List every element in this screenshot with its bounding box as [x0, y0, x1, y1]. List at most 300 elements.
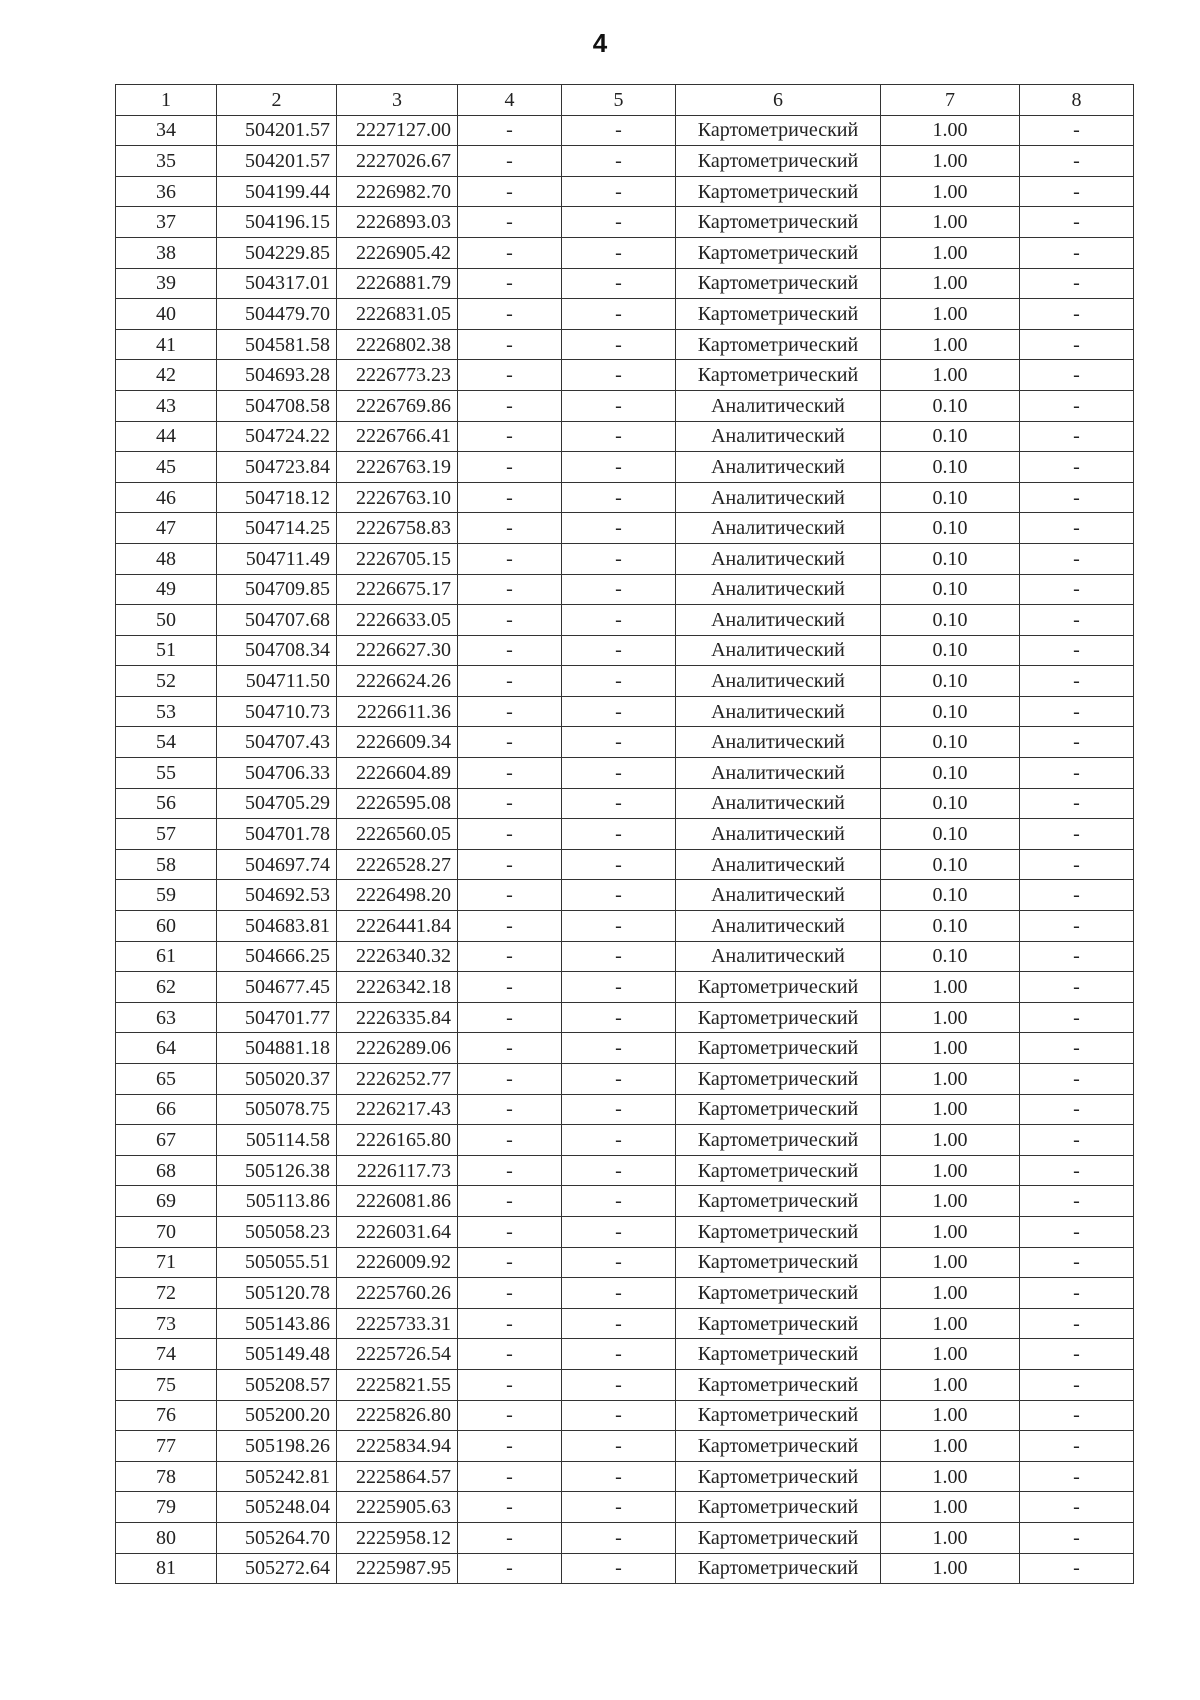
table-row	[116, 1461, 1134, 1492]
table-cell: 1.00	[881, 972, 1020, 1003]
table-cell: -	[1020, 1033, 1134, 1064]
table-cell: 504479.70	[217, 299, 337, 330]
table-cell: 56	[116, 788, 217, 819]
table-cell: -	[562, 1278, 676, 1309]
table-cell: -	[458, 1155, 562, 1186]
table-cell: 505126.38	[217, 1155, 337, 1186]
table-row	[116, 1247, 1134, 1278]
table-cell: -	[458, 1247, 562, 1278]
table-cell: -	[1020, 1431, 1134, 1462]
table-cell: Картометрический	[676, 1400, 881, 1431]
table-cell: 504709.85	[217, 574, 337, 605]
table-cell: Аналитический	[676, 390, 881, 421]
table-cell: 2226595.08	[337, 788, 458, 819]
table-cell: Картометрический	[676, 299, 881, 330]
table-cell: 504881.18	[217, 1033, 337, 1064]
table-cell: -	[458, 543, 562, 574]
table-cell: Картометрический	[676, 1308, 881, 1339]
table-cell: 47	[116, 513, 217, 544]
table-cell: 0.10	[881, 666, 1020, 697]
table-row	[116, 819, 1134, 850]
table-cell: -	[1020, 176, 1134, 207]
table-cell: 505055.51	[217, 1247, 337, 1278]
table-row	[116, 788, 1134, 819]
table-row	[116, 421, 1134, 452]
table-row	[116, 1033, 1134, 1064]
table-cell: -	[562, 605, 676, 636]
table-cell: 2226802.38	[337, 329, 458, 360]
table-cell: -	[1020, 1278, 1134, 1309]
table-row	[116, 574, 1134, 605]
table-cell: -	[458, 1339, 562, 1370]
column-header-1: 1	[116, 85, 217, 116]
table-cell: 1.00	[881, 1094, 1020, 1125]
table-cell: 2226498.20	[337, 880, 458, 911]
table-cell: Аналитический	[676, 696, 881, 727]
table-cell: 2225826.80	[337, 1400, 458, 1431]
table-cell: 2226081.86	[337, 1186, 458, 1217]
table-cell: Картометрический	[676, 1522, 881, 1553]
table-cell: -	[562, 1125, 676, 1156]
table-cell: 505020.37	[217, 1064, 337, 1095]
table-cell: 2226905.42	[337, 237, 458, 268]
table-cell: Картометрический	[676, 1216, 881, 1247]
table-cell: Аналитический	[676, 482, 881, 513]
table-row	[116, 1522, 1134, 1553]
table-row	[116, 696, 1134, 727]
table-cell: 1.00	[881, 146, 1020, 177]
table-cell: 504199.44	[217, 176, 337, 207]
table-cell: 0.10	[881, 758, 1020, 789]
table-cell: -	[458, 1492, 562, 1523]
table-cell: -	[1020, 1094, 1134, 1125]
table-cell: 2226893.03	[337, 207, 458, 238]
table-cell: 0.10	[881, 880, 1020, 911]
table-cell: 61	[116, 941, 217, 972]
table-cell: -	[458, 1064, 562, 1095]
table-cell: -	[562, 849, 676, 880]
table-cell: 0.10	[881, 574, 1020, 605]
table-cell: 1.00	[881, 1308, 1020, 1339]
table-cell: 2225733.31	[337, 1308, 458, 1339]
table-cell: 2226441.84	[337, 911, 458, 942]
table-cell: -	[1020, 1522, 1134, 1553]
table-cell: 2226881.79	[337, 268, 458, 299]
table-cell: -	[562, 1186, 676, 1217]
table-cell: Аналитический	[676, 605, 881, 636]
table-cell: -	[1020, 237, 1134, 268]
table-cell: 2225834.94	[337, 1431, 458, 1462]
table-cell: 74	[116, 1339, 217, 1370]
table-cell: -	[562, 513, 676, 544]
table-cell: -	[458, 207, 562, 238]
table-cell: 68	[116, 1155, 217, 1186]
table-cell: Аналитический	[676, 758, 881, 789]
table-cell: 67	[116, 1125, 217, 1156]
table-cell: 1.00	[881, 115, 1020, 146]
table-cell: 70	[116, 1216, 217, 1247]
table-row	[116, 1186, 1134, 1217]
table-cell: 0.10	[881, 941, 1020, 972]
table-cell: -	[562, 1247, 676, 1278]
column-header-3: 3	[337, 85, 458, 116]
table-cell: -	[458, 329, 562, 360]
table-cell: -	[458, 1186, 562, 1217]
table-cell: 504701.78	[217, 819, 337, 850]
table-cell: 1.00	[881, 1155, 1020, 1186]
table-row	[116, 1002, 1134, 1033]
table-row	[116, 727, 1134, 758]
table-cell: 2225726.54	[337, 1339, 458, 1370]
table-cell: Аналитический	[676, 819, 881, 850]
table-cell: 2226633.05	[337, 605, 458, 636]
table-cell: Картометрический	[676, 1278, 881, 1309]
table-cell: Картометрический	[676, 1155, 881, 1186]
table-cell: 2225905.63	[337, 1492, 458, 1523]
table-cell: -	[562, 819, 676, 850]
table-cell: 52	[116, 666, 217, 697]
table-cell: -	[458, 605, 562, 636]
table-row	[116, 1094, 1134, 1125]
table-cell: -	[1020, 452, 1134, 483]
table-row	[116, 1216, 1134, 1247]
table-cell: 73	[116, 1308, 217, 1339]
table-cell: -	[562, 1492, 676, 1523]
table-cell: 2226528.27	[337, 849, 458, 880]
table-cell: 2226560.05	[337, 819, 458, 850]
table-cell: 65	[116, 1064, 217, 1095]
table-row	[116, 237, 1134, 268]
table-cell: 2226831.05	[337, 299, 458, 330]
table-cell: -	[458, 268, 562, 299]
table-cell: 2226705.15	[337, 543, 458, 574]
table-cell: 2225864.57	[337, 1461, 458, 1492]
table-cell: -	[458, 758, 562, 789]
table-cell: -	[1020, 1247, 1134, 1278]
table-cell: 2226031.64	[337, 1216, 458, 1247]
table-cell: 64	[116, 1033, 217, 1064]
table-row	[116, 482, 1134, 513]
table-cell: 2226340.32	[337, 941, 458, 972]
table-cell: -	[1020, 146, 1134, 177]
table-cell: -	[458, 1002, 562, 1033]
table-cell: -	[1020, 666, 1134, 697]
table-cell: -	[562, 574, 676, 605]
table-cell: 0.10	[881, 605, 1020, 636]
table-cell: Аналитический	[676, 574, 881, 605]
table-cell: Картометрический	[676, 146, 881, 177]
table-cell: Аналитический	[676, 880, 881, 911]
table-cell: 1.00	[881, 1461, 1020, 1492]
table-cell: 77	[116, 1431, 217, 1462]
table-cell: -	[1020, 911, 1134, 942]
table-cell: -	[458, 360, 562, 391]
table-cell: Картометрический	[676, 1064, 881, 1095]
table-cell: 504707.68	[217, 605, 337, 636]
table-row	[116, 635, 1134, 666]
table-cell: Аналитический	[676, 452, 881, 483]
table-cell: Картометрический	[676, 268, 881, 299]
table-cell: 504705.29	[217, 788, 337, 819]
table-cell: 71	[116, 1247, 217, 1278]
table-cell: 0.10	[881, 911, 1020, 942]
table-cell: Аналитический	[676, 941, 881, 972]
table-cell: -	[458, 421, 562, 452]
column-header-4: 4	[458, 85, 562, 116]
table-cell: 80	[116, 1522, 217, 1553]
table-cell: -	[1020, 543, 1134, 574]
table-cell: -	[1020, 421, 1134, 452]
table-cell: -	[562, 115, 676, 146]
table-cell: 504229.85	[217, 237, 337, 268]
table-cell: -	[458, 1216, 562, 1247]
table-row	[116, 268, 1134, 299]
table-cell: 0.10	[881, 727, 1020, 758]
table-cell: 505198.26	[217, 1431, 337, 1462]
table-cell: 58	[116, 849, 217, 880]
table-cell: 1.00	[881, 268, 1020, 299]
table-cell: 62	[116, 972, 217, 1003]
table-cell: 2225821.55	[337, 1369, 458, 1400]
table-cell: 505264.70	[217, 1522, 337, 1553]
table-cell: -	[1020, 696, 1134, 727]
table-cell: 2226611.36	[337, 696, 458, 727]
table-row	[116, 880, 1134, 911]
table-row	[116, 1155, 1134, 1186]
table-cell: -	[458, 880, 562, 911]
table-cell: Картометрический	[676, 1125, 881, 1156]
table-cell: 1.00	[881, 1339, 1020, 1370]
table-cell: 504201.57	[217, 146, 337, 177]
table-cell: -	[458, 1461, 562, 1492]
table-cell: 72	[116, 1278, 217, 1309]
table-cell: -	[1020, 390, 1134, 421]
table-cell: 0.10	[881, 819, 1020, 850]
table-cell: 504706.33	[217, 758, 337, 789]
table-row	[116, 1431, 1134, 1462]
table-cell: 0.10	[881, 788, 1020, 819]
table-cell: 2225760.26	[337, 1278, 458, 1309]
table-cell: 504201.57	[217, 115, 337, 146]
table-cell: 2227127.00	[337, 115, 458, 146]
table-cell: -	[1020, 1125, 1134, 1156]
table-cell: 1.00	[881, 1033, 1020, 1064]
table-cell: -	[562, 452, 676, 483]
table-row	[116, 941, 1134, 972]
table-cell: 36	[116, 176, 217, 207]
table-cell: -	[458, 146, 562, 177]
table-cell: -	[562, 1553, 676, 1584]
table-cell: 1.00	[881, 360, 1020, 391]
table-cell: 2226604.89	[337, 758, 458, 789]
table-cell: 2226117.73	[337, 1155, 458, 1186]
table-cell: -	[562, 1308, 676, 1339]
table-cell: 40	[116, 299, 217, 330]
table-cell: 2226627.30	[337, 635, 458, 666]
table-row	[116, 1553, 1134, 1584]
table-cell: -	[458, 1400, 562, 1431]
table-cell: -	[458, 574, 562, 605]
table-cell: -	[458, 513, 562, 544]
table-cell: 54	[116, 727, 217, 758]
table-cell: 504677.45	[217, 972, 337, 1003]
table-row	[116, 1339, 1134, 1370]
table-cell: 2226766.41	[337, 421, 458, 452]
table-cell: 37	[116, 207, 217, 238]
table-cell: 79	[116, 1492, 217, 1523]
table-cell: 504683.81	[217, 911, 337, 942]
table-cell: -	[1020, 880, 1134, 911]
table-cell: -	[562, 1461, 676, 1492]
table-cell: 41	[116, 329, 217, 360]
coordinates-table-wrapper	[115, 84, 1134, 1584]
table-cell: Аналитический	[676, 911, 881, 942]
table-cell: 2226624.26	[337, 666, 458, 697]
table-cell: -	[562, 1033, 676, 1064]
column-header-7: 7	[881, 85, 1020, 116]
table-cell: 2226763.19	[337, 452, 458, 483]
table-cell: 0.10	[881, 849, 1020, 880]
table-cell: -	[458, 819, 562, 850]
table-cell: 504724.22	[217, 421, 337, 452]
table-row	[116, 1064, 1134, 1095]
column-header-8: 8	[1020, 85, 1134, 116]
table-cell: -	[458, 1369, 562, 1400]
table-cell: Картометрический	[676, 1461, 881, 1492]
table-cell: 0.10	[881, 421, 1020, 452]
table-cell: 0.10	[881, 452, 1020, 483]
table-cell: -	[1020, 1308, 1134, 1339]
table-cell: -	[1020, 1461, 1134, 1492]
table-row	[116, 666, 1134, 697]
table-cell: 505248.04	[217, 1492, 337, 1523]
table-cell: 0.10	[881, 543, 1020, 574]
table-cell: 1.00	[881, 1186, 1020, 1217]
table-cell: -	[562, 1339, 676, 1370]
table-cell: -	[562, 176, 676, 207]
table-cell: -	[562, 1155, 676, 1186]
table-cell: -	[458, 390, 562, 421]
table-cell: 42	[116, 360, 217, 391]
table-cell: 1.00	[881, 299, 1020, 330]
table-cell: -	[562, 941, 676, 972]
table-cell: Аналитический	[676, 421, 881, 452]
table-cell: 78	[116, 1461, 217, 1492]
table-cell: 63	[116, 1002, 217, 1033]
table-cell: 75	[116, 1369, 217, 1400]
table-cell: -	[458, 299, 562, 330]
table-cell: 66	[116, 1094, 217, 1125]
table-cell: 2225958.12	[337, 1522, 458, 1553]
table-cell: -	[562, 390, 676, 421]
table-cell: 504707.43	[217, 727, 337, 758]
table-cell: 69	[116, 1186, 217, 1217]
table-cell: -	[562, 911, 676, 942]
table-cell: -	[562, 1064, 676, 1095]
table-cell: 2226217.43	[337, 1094, 458, 1125]
table-cell: -	[458, 788, 562, 819]
table-cell: -	[1020, 849, 1134, 880]
table-cell: -	[562, 758, 676, 789]
table-cell: 2225987.95	[337, 1553, 458, 1584]
page-number: 4	[592, 28, 608, 58]
table-cell: -	[562, 237, 676, 268]
table-row	[116, 1278, 1134, 1309]
table-cell: -	[458, 1094, 562, 1125]
table-cell: 1.00	[881, 1400, 1020, 1431]
table-cell: Картометрический	[676, 1033, 881, 1064]
table-cell: -	[458, 849, 562, 880]
table-cell: -	[458, 727, 562, 758]
table-cell: -	[1020, 1400, 1134, 1431]
table-cell: Картометрический	[676, 176, 881, 207]
table-row	[116, 115, 1134, 146]
table-cell: 2226773.23	[337, 360, 458, 391]
table-cell: -	[458, 666, 562, 697]
table-cell: -	[1020, 1002, 1134, 1033]
table-cell: 505078.75	[217, 1094, 337, 1125]
table-cell: -	[458, 972, 562, 1003]
table-cell: 0.10	[881, 513, 1020, 544]
table-cell: 504701.77	[217, 1002, 337, 1033]
table-cell: 2226165.80	[337, 1125, 458, 1156]
table-cell: -	[562, 635, 676, 666]
table-cell: Аналитический	[676, 635, 881, 666]
table-cell: 504708.34	[217, 635, 337, 666]
table-cell: Картометрический	[676, 329, 881, 360]
table-cell: -	[562, 360, 676, 391]
table-cell: Картометрический	[676, 1002, 881, 1033]
table-cell: 76	[116, 1400, 217, 1431]
table-cell: 2226335.84	[337, 1002, 458, 1033]
table-cell: -	[458, 115, 562, 146]
table-cell: 49	[116, 574, 217, 605]
table-cell: 60	[116, 911, 217, 942]
table-cell: 505149.48	[217, 1339, 337, 1370]
table-cell: 504692.53	[217, 880, 337, 911]
table-cell: Картометрический	[676, 1431, 881, 1462]
table-cell: 34	[116, 115, 217, 146]
table-cell: 1.00	[881, 1553, 1020, 1584]
table-cell: 59	[116, 880, 217, 911]
table-cell: Картометрический	[676, 1186, 881, 1217]
table-cell: 504317.01	[217, 268, 337, 299]
table-cell: 504196.15	[217, 207, 337, 238]
table-cell: -	[1020, 329, 1134, 360]
table-cell: -	[458, 941, 562, 972]
table-cell: 504693.28	[217, 360, 337, 391]
table-cell: Картометрический	[676, 237, 881, 268]
table-cell: -	[1020, 1216, 1134, 1247]
table-cell: 0.10	[881, 696, 1020, 727]
table-row	[116, 1369, 1134, 1400]
table-cell: 2226009.92	[337, 1247, 458, 1278]
table-cell: 1.00	[881, 1002, 1020, 1033]
table-cell: 46	[116, 482, 217, 513]
table-cell: -	[562, 146, 676, 177]
table-cell: -	[562, 543, 676, 574]
table-cell: 1.00	[881, 1247, 1020, 1278]
table-cell: Картометрический	[676, 1247, 881, 1278]
table-cell: 2226289.06	[337, 1033, 458, 1064]
table-cell: -	[1020, 1155, 1134, 1186]
table-cell: -	[562, 727, 676, 758]
table-row	[116, 360, 1134, 391]
table-row	[116, 299, 1134, 330]
table-cell: -	[562, 1002, 676, 1033]
column-header-2: 2	[217, 85, 337, 116]
table-cell: 2226609.34	[337, 727, 458, 758]
